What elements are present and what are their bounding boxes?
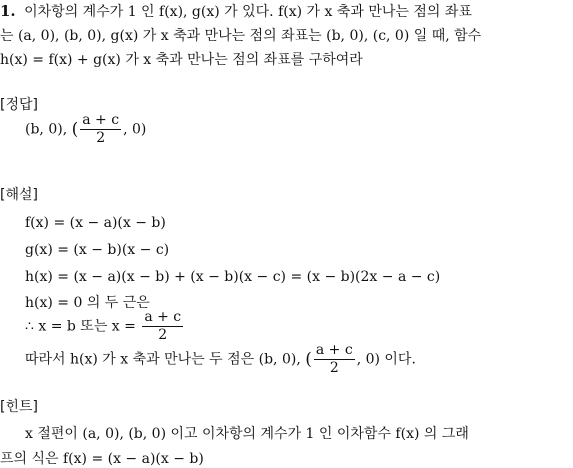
solution-line-6-suffix: , 0) 이다. [356,351,416,368]
solution-line-2: g(x) = (x − b)(x − c) [25,242,170,258]
solution-line-6 [25,342,416,377]
problem-line-3: h(x) = f(x) + g(x) 가 x 축과 만나는 점의 좌표를 구하여라 [0,52,363,68]
answer-fraction [80,112,121,147]
problem-text-1: 이차항의 계수가 1 인 f(x), g(x) 가 있다. f(x) 가 x 축과 만나는 점의 좌표 [24,4,472,20]
answer-prefix: (b, 0), [25,121,72,138]
answer-fraction-denominator: 2 [96,130,106,146]
solution-line-5-numerator: a + c [144,309,182,325]
solution-line-4: h(x) = 0 의 두 근은 [25,295,150,311]
hint-line-2: 프의 식은 f(x) = (x − a)(x − b) [0,451,204,467]
solution-line-6-fraction [314,342,355,377]
hint-line-1: x 절편이 (a, 0), (b, 0) 이고 이차항의 계수가 1 인 이차함수 f(x) 의 그래 [25,426,469,442]
solution-line-6-open-paren: ( [305,349,312,370]
solution-line-5 [25,309,185,344]
answer-label: [정답] [0,97,38,113]
solution-line-6-denominator: 2 [329,360,339,376]
solution-line-1: f(x) = (x − a)(x − b) [25,215,166,231]
answer-fraction-numerator: a + c [82,112,120,128]
solution-line-5-denominator: 2 [158,327,168,343]
problem-line-1 [0,2,472,21]
answer-suffix: , 0) [123,121,147,138]
solution-line-5-fraction [142,309,183,344]
solution-line-6-numerator: a + c [315,342,353,358]
problem-line-2: 는 (a, 0), (b, 0), g(x) 가 x 축과 만나는 점의 좌표는 (b, 0), (c, 0) 일 때, 함수 [0,28,482,44]
answer-open-paren: ( [71,119,79,140]
hint-label: [힌트] [0,399,38,415]
problem-number: 1. [0,2,16,20]
solution-line-5-prefix: ∴ x = b 또는 x = [25,318,136,335]
solution-line-6-prefix: 따라서 h(x) 가 x 축과 만나는 두 점은 (b, 0), [25,351,306,368]
answer-line [25,112,146,147]
solution-label: [해설] [0,187,38,203]
solution-line-3: h(x) = (x − a)(x − b) + (x − b)(x − c) = (x − b)(2x − a − c) [25,269,441,285]
